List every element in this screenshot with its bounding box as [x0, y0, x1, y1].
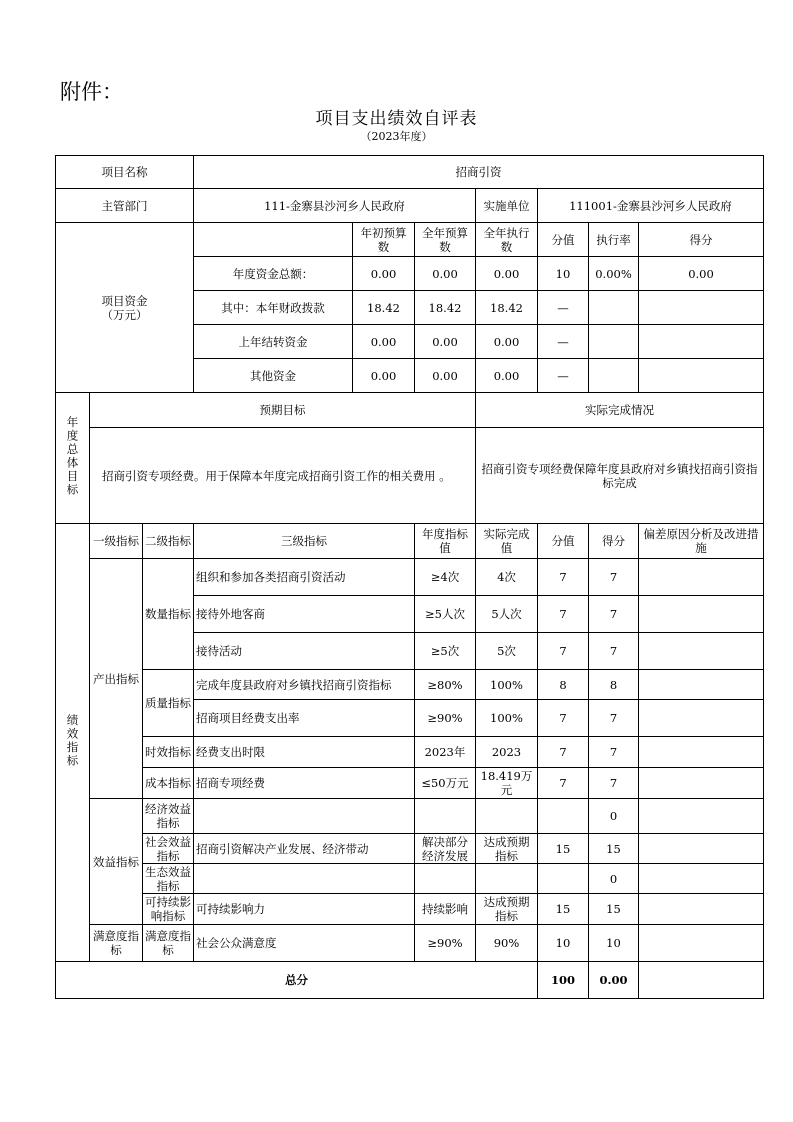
funds-rate: [589, 359, 639, 393]
indicator-weight: 7: [538, 596, 589, 633]
funds-row-name: 年度资金总额：: [194, 257, 353, 291]
goals-label: 年度总体目标: [56, 393, 90, 524]
indicator-actual: 达成预期指标: [476, 834, 538, 864]
indicator-score: 0: [589, 799, 639, 834]
funds-executed: 0.00: [476, 257, 538, 291]
level2-quality: 质量指标: [143, 670, 194, 737]
indicator-target: ≤50万元: [415, 768, 476, 799]
level1-benefit: 效益指标: [90, 799, 143, 925]
implementing-unit-value: 111001-金寨县沙河乡人民政府: [538, 189, 764, 223]
indicator-name: 经费支出时限: [194, 737, 415, 768]
header-level1: 一级指标: [90, 524, 143, 559]
indicator-row: [56, 834, 764, 864]
indicator-header-row: [56, 524, 764, 559]
indicator-row: [56, 925, 764, 962]
level2-cost: 成本指标: [143, 768, 194, 799]
level2-quantity: 数量指标: [143, 559, 194, 670]
funds-row-name: 其他资金: [194, 359, 353, 393]
indicator-reason: [639, 894, 764, 925]
indicator-target: ≥90%: [415, 925, 476, 962]
year-label: （2023年度）: [360, 130, 433, 143]
funds-score: 0.00: [639, 257, 764, 291]
indicator-reason: [639, 768, 764, 799]
funds-score: [639, 359, 764, 393]
indicator-target: ≥4次: [415, 559, 476, 596]
funds-header-rate: 执行率: [589, 223, 639, 257]
indicator-weight: 7: [538, 737, 589, 768]
funds-initial: 0.00: [353, 359, 415, 393]
funds-score: [639, 291, 764, 325]
indicator-weight: 8: [538, 670, 589, 700]
indicator-reason: [639, 737, 764, 768]
project-name-label: 项目名称: [56, 156, 194, 189]
project-name-row: [56, 156, 764, 189]
total-reason: [639, 962, 764, 999]
level2-timeliness: 时效指标: [143, 737, 194, 768]
indicator-actual: 5人次: [476, 596, 538, 633]
indicator-actual: 90%: [476, 925, 538, 962]
indicator-reason: [639, 799, 764, 834]
funds-rate: 0.00%: [589, 257, 639, 291]
indicator-name: 社会公众满意度: [194, 925, 415, 962]
funds-header-row: [56, 223, 764, 257]
indicator-score: 8: [589, 670, 639, 700]
header-target: 年度指标值: [415, 524, 476, 559]
indicator-target: [415, 864, 476, 894]
funds-weight: —: [538, 291, 589, 325]
indicator-score: 15: [589, 834, 639, 864]
indicator-target: ≥5次: [415, 633, 476, 670]
funds-header-annual: 全年预算数: [415, 223, 476, 257]
header-actual: 实际完成值: [476, 524, 538, 559]
indicator-row: [56, 864, 764, 894]
indicator-weight: 7: [538, 768, 589, 799]
department-value: 111-金寨县沙河乡人民政府: [194, 189, 476, 223]
funds-row-name: 其中：本年财政拨款: [194, 291, 353, 325]
indicator-actual: [476, 799, 538, 834]
indicator-target: ≥5人次: [415, 596, 476, 633]
level2-satisfaction: 满意度指标: [143, 925, 194, 962]
level1-satisfaction: 满意度指标: [90, 925, 143, 962]
indicator-reason: [639, 633, 764, 670]
indicator-name: [194, 799, 415, 834]
indicator-weight: [538, 864, 589, 894]
indicator-score: 7: [589, 559, 639, 596]
evaluation-table: [55, 155, 764, 999]
header-level3: 三级指标: [194, 524, 415, 559]
indicator-target: ≥80%: [415, 670, 476, 700]
indicator-weight: 15: [538, 894, 589, 925]
funds-weight: —: [538, 325, 589, 359]
indicator-actual: [476, 864, 538, 894]
indicator-name: 招商引资解决产业发展、经济带动: [194, 834, 415, 864]
indicator-row: [56, 799, 764, 834]
indicator-row: [56, 768, 764, 799]
indicator-weight: 15: [538, 834, 589, 864]
funds-header-executed: 全年执行数: [476, 223, 538, 257]
level2-sustainable: 可持续影响指标: [143, 894, 194, 925]
goals-header-row: [56, 393, 764, 428]
page-title: 项目支出绩效自评表: [315, 109, 478, 129]
funds-weight: —: [538, 359, 589, 393]
project-name-value: 招商引资: [194, 156, 764, 189]
indicator-name: 完成年度县政府对乡镇找招商引资指标: [194, 670, 415, 700]
indicators-label: 绩效指标: [56, 524, 90, 962]
level2-social: 社会效益指标: [143, 834, 194, 864]
indicator-actual: 100%: [476, 700, 538, 737]
indicator-row: [56, 737, 764, 768]
indicator-score: 10: [589, 925, 639, 962]
total-row: [56, 962, 764, 999]
funds-header-weight: 分值: [538, 223, 589, 257]
indicator-name: 接待活动: [194, 633, 415, 670]
funds-label: 项目资金 （万元）: [56, 223, 194, 393]
indicator-score: 7: [589, 633, 639, 670]
funds-header-initial: 年初预算数: [353, 223, 415, 257]
funds-annual: 0.00: [415, 359, 476, 393]
indicator-reason: [639, 670, 764, 700]
indicator-target: 2023年: [415, 737, 476, 768]
indicator-weight: [538, 799, 589, 834]
indicator-reason: [639, 596, 764, 633]
goals-content-row: [56, 428, 764, 524]
indicator-actual: 5次: [476, 633, 538, 670]
funds-rate: [589, 325, 639, 359]
level2-ecological: 生态效益指标: [143, 864, 194, 894]
actual-completion-text: 招商引资专项经费保障年度县政府对乡镇找招商引资指标完成: [476, 428, 764, 524]
indicator-name: 接待外地客商: [194, 596, 415, 633]
funds-executed: 18.42: [476, 291, 538, 325]
indicator-score: 0: [589, 864, 639, 894]
indicator-target: 持续影响: [415, 894, 476, 925]
funds-header-blank: [194, 223, 353, 257]
funds-initial: 0.00: [353, 325, 415, 359]
funds-rate: [589, 291, 639, 325]
funds-row-name: 上年结转资金: [194, 325, 353, 359]
funds-weight: 10: [538, 257, 589, 291]
indicator-weight: 7: [538, 559, 589, 596]
indicator-score: 15: [589, 894, 639, 925]
indicator-target: ≥90%: [415, 700, 476, 737]
department-label: 主管部门: [56, 189, 194, 223]
indicator-name: 招商项目经费支出率: [194, 700, 415, 737]
header-weight: 分值: [538, 524, 589, 559]
department-row: [56, 189, 764, 223]
indicator-score: 7: [589, 596, 639, 633]
funds-initial: 18.42: [353, 291, 415, 325]
indicator-reason: [639, 925, 764, 962]
funds-header-score: 得分: [639, 223, 764, 257]
expected-goal-header: 预期目标: [90, 393, 476, 428]
header-reason: 偏差原因分析及改进措施: [639, 524, 764, 559]
header-score: 得分: [589, 524, 639, 559]
funds-annual: 18.42: [415, 291, 476, 325]
indicator-row: [56, 894, 764, 925]
indicator-reason: [639, 864, 764, 894]
funds-annual: 0.00: [415, 257, 476, 291]
total-score: 0.00: [589, 962, 639, 999]
indicator-row: [56, 559, 764, 596]
header-level2: 二级指标: [143, 524, 194, 559]
level2-economic: 经济效益指标: [143, 799, 194, 834]
total-label: 总分: [56, 962, 538, 999]
funds-executed: 0.00: [476, 359, 538, 393]
funds-initial: 0.00: [353, 257, 415, 291]
indicator-weight: 10: [538, 925, 589, 962]
expected-goal-text: 招商引资专项经费。用于保障本年度完成招商引资工作的相关费用 。: [90, 428, 476, 524]
indicator-name: 招商专项经费: [194, 768, 415, 799]
indicator-reason: [639, 700, 764, 737]
level1-output: 产出指标: [90, 559, 143, 799]
indicator-name: 可持续影响力: [194, 894, 415, 925]
attachment-label: 附件：: [60, 80, 123, 104]
indicator-row: [56, 670, 764, 700]
indicator-weight: 7: [538, 633, 589, 670]
indicator-actual: 18.419万元: [476, 768, 538, 799]
implementing-unit-label: 实施单位: [476, 189, 538, 223]
indicator-actual: 4次: [476, 559, 538, 596]
total-weight: 100: [538, 962, 589, 999]
indicator-name: [194, 864, 415, 894]
funds-score: [639, 325, 764, 359]
indicator-reason: [639, 559, 764, 596]
indicator-name: 组织和参加各类招商引资活动: [194, 559, 415, 596]
indicator-weight: 7: [538, 700, 589, 737]
indicator-reason: [639, 834, 764, 864]
funds-annual: 0.00: [415, 325, 476, 359]
indicator-actual: 100%: [476, 670, 538, 700]
indicator-score: 7: [589, 737, 639, 768]
indicator-score: 7: [589, 768, 639, 799]
actual-completion-header: 实际完成情况: [476, 393, 764, 428]
indicator-actual: 达成预期指标: [476, 894, 538, 925]
indicator-score: 7: [589, 700, 639, 737]
indicator-target: 解决部分经济发展: [415, 834, 476, 864]
indicator-actual: 2023: [476, 737, 538, 768]
funds-executed: 0.00: [476, 325, 538, 359]
indicator-target: [415, 799, 476, 834]
